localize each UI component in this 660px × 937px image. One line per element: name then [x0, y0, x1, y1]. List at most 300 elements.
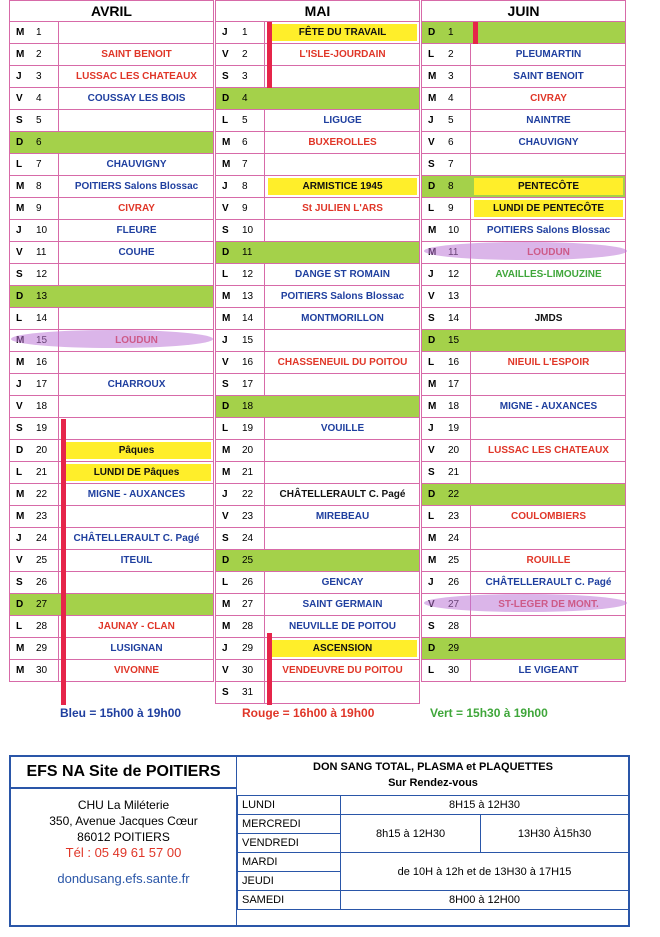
- weekday-letter: D: [16, 137, 24, 148]
- event-location: MIREBEAU: [315, 511, 370, 522]
- event-location: VOUILLE: [320, 423, 365, 434]
- weekday-letter: L: [222, 423, 229, 434]
- calendar-row: [215, 638, 420, 660]
- event-location: [474, 618, 623, 635]
- site-address-line2: 350, Avenue Jacques Cœur: [49, 814, 198, 828]
- calendar-row: [215, 110, 420, 132]
- weekday-letter: D: [222, 93, 230, 104]
- calendar-row: [9, 528, 214, 550]
- calendar-row: [9, 132, 214, 154]
- day-number: 20: [448, 445, 460, 456]
- month-header: MAI: [215, 0, 420, 22]
- day-number: 27: [36, 599, 48, 610]
- event-location: NIEUIL L'ESPOIR: [507, 357, 590, 368]
- schedule-subheading: Sur Rendez-vous: [388, 777, 478, 789]
- calendar-row: [421, 638, 626, 660]
- event-location: St JULIEN L'ARS: [302, 203, 383, 214]
- calendar-row: [421, 550, 626, 572]
- calendar-row: [421, 440, 626, 462]
- weekday-letter: S: [222, 687, 229, 698]
- day-jeudi: JEUDI: [238, 872, 341, 891]
- event-location: [62, 112, 211, 129]
- weekday-letter: M: [16, 49, 25, 60]
- weekday-letter: V: [428, 137, 435, 148]
- schedule-table: [237, 795, 629, 910]
- table-row: [238, 853, 629, 872]
- day-number: 11: [36, 247, 47, 258]
- day-number: 8: [36, 181, 42, 192]
- weekday-letter: S: [222, 533, 229, 544]
- weekday-letter: V: [222, 203, 229, 214]
- weekday-letter: D: [428, 489, 436, 500]
- weekday-letter: J: [16, 379, 22, 390]
- calendar-row: [421, 660, 626, 682]
- calendar-row: [215, 418, 420, 440]
- calendar-row: [215, 396, 420, 418]
- weekday-letter: M: [222, 313, 231, 324]
- weekday-letter: D: [16, 445, 24, 456]
- calendar-row: [9, 44, 214, 66]
- calendar-row: [9, 198, 214, 220]
- day-number: 3: [448, 71, 454, 82]
- day-number: 28: [36, 621, 48, 632]
- weekday-letter: M: [16, 27, 25, 38]
- calendar-row: [421, 506, 626, 528]
- day-number: 10: [36, 225, 48, 236]
- event-location: POITIERS Salons Blossac: [486, 225, 611, 236]
- calendar-row: [9, 66, 214, 88]
- day-number: 1: [36, 27, 42, 38]
- event-location: JAUNAY - CLAN: [98, 621, 175, 632]
- day-number: 2: [242, 49, 248, 60]
- calendar-row: [215, 506, 420, 528]
- calendar-row: [421, 220, 626, 242]
- event-location: [474, 640, 623, 657]
- weekday-letter: J: [428, 423, 434, 434]
- weekday-letter: S: [222, 225, 229, 236]
- day-number: 21: [36, 467, 48, 478]
- calendar-row: [215, 264, 420, 286]
- event-location: [268, 376, 417, 393]
- weekday-letter: M: [428, 555, 437, 566]
- hours-samedi: 8H00 à 12H00: [341, 891, 629, 910]
- calendar-row: [215, 44, 420, 66]
- weekday-letter: J: [428, 577, 434, 588]
- weekday-letter: J: [428, 269, 434, 280]
- day-number: 12: [448, 269, 460, 280]
- event-location: LUSIGNAN: [110, 643, 163, 654]
- day-number: 30: [242, 665, 254, 676]
- weekday-letter: L: [16, 467, 23, 478]
- day-number: 14: [242, 313, 254, 324]
- day-number: 18: [36, 401, 48, 412]
- day-number: 16: [36, 357, 48, 368]
- weekday-letter: L: [16, 159, 23, 170]
- event-location: CIVRAY: [530, 93, 567, 104]
- day-number: 19: [242, 423, 254, 434]
- weekday-letter: J: [428, 115, 434, 126]
- calendar-row: [421, 286, 626, 308]
- weekday-letter: S: [222, 71, 229, 82]
- event-location: NEUVILLE DE POITOU: [288, 621, 397, 632]
- day-number: 3: [242, 71, 248, 82]
- day-number: 23: [448, 511, 460, 522]
- table-row: [238, 891, 629, 910]
- calendar-row: [9, 506, 214, 528]
- day-number: 24: [448, 533, 460, 544]
- calendar-row: [9, 154, 214, 176]
- weekday-letter: J: [222, 643, 228, 654]
- site-website-link[interactable]: dondusang.efs.sante.fr: [57, 871, 190, 886]
- event-location: POITIERS Salons Blossac: [74, 181, 199, 192]
- weekday-letter: L: [428, 511, 435, 522]
- legend-green: Vert = 15h30 à 19h00: [430, 706, 548, 720]
- day-number: 17: [242, 379, 254, 390]
- calendar-row: [9, 594, 214, 616]
- day-number: 13: [448, 291, 460, 302]
- weekday-letter: D: [222, 247, 230, 258]
- day-number: 7: [242, 159, 248, 170]
- weekday-letter: S: [428, 621, 435, 632]
- calendar-row: [421, 396, 626, 418]
- day-number: 14: [36, 313, 48, 324]
- day-number: 29: [36, 643, 48, 654]
- event-location: [62, 596, 211, 613]
- weekday-letter: M: [428, 93, 437, 104]
- calendar-row: [421, 66, 626, 88]
- calendar-row: [215, 660, 420, 682]
- day-number: 5: [36, 115, 42, 126]
- event-location: ROUILLE: [526, 555, 571, 566]
- weekday-letter: S: [16, 269, 23, 280]
- day-number: 1: [242, 27, 248, 38]
- day-number: 22: [448, 489, 460, 500]
- weekday-letter: V: [222, 49, 229, 60]
- calendar-row: [421, 418, 626, 440]
- event-location: [62, 24, 211, 41]
- event-location: [62, 266, 211, 283]
- day-number: 4: [448, 93, 454, 104]
- day-number: 7: [36, 159, 42, 170]
- month-column-juin: [421, 0, 626, 682]
- weekday-letter: L: [16, 313, 23, 324]
- weekday-letter: S: [428, 159, 435, 170]
- hours-lundi: 8H15 à 12H30: [341, 796, 629, 815]
- event-location: SAINT BENOIT: [513, 71, 584, 82]
- calendar-row: [9, 396, 214, 418]
- calendar-row: [9, 660, 214, 682]
- weekday-letter: M: [428, 225, 437, 236]
- weekday-letter: V: [16, 555, 23, 566]
- weekday-letter: V: [16, 401, 23, 412]
- calendar-row: [9, 22, 214, 44]
- weekday-letter: J: [16, 533, 22, 544]
- calendar-row: [215, 440, 420, 462]
- day-number: 30: [448, 665, 460, 676]
- day-number: 16: [242, 357, 254, 368]
- day-number: 2: [448, 49, 454, 60]
- weekday-letter: S: [222, 379, 229, 390]
- hours-mardi-jeudi: de 10H à 12h et de 13H30 à 17H15: [341, 853, 629, 891]
- event-location: CHASSENEUIL DU POITOU: [277, 357, 408, 368]
- day-number: 23: [36, 511, 48, 522]
- day-number: 3: [36, 71, 42, 82]
- calendar-row: [421, 462, 626, 484]
- event-location: [268, 156, 417, 173]
- day-number: 8: [242, 181, 248, 192]
- event-location: [62, 574, 211, 591]
- calendar-row: [215, 572, 420, 594]
- calendar-row: [215, 198, 420, 220]
- day-number: 29: [242, 643, 254, 654]
- weekday-letter: D: [16, 599, 24, 610]
- weekday-letter: D: [428, 335, 436, 346]
- event-location: [62, 398, 211, 415]
- weekday-letter: V: [428, 445, 435, 456]
- event-location: POITIERS Salons Blossac: [280, 291, 405, 302]
- event-location: LUSSAC LES CHATEAUX: [488, 445, 609, 456]
- event-location: PENTECÔTE: [474, 178, 623, 195]
- event-location: FÊTE DU TRAVAIL: [268, 24, 417, 41]
- table-row: [238, 815, 629, 834]
- day-number: 28: [242, 621, 254, 632]
- event-location: VENDEUVRE DU POITOU: [282, 665, 403, 676]
- day-number: 18: [448, 401, 460, 412]
- event-location: CHÂTELLERAULT C. Pagé: [485, 577, 612, 588]
- calendar-row: [9, 374, 214, 396]
- calendar-row: [215, 352, 420, 374]
- event-location: COULOMBIERS: [511, 511, 586, 522]
- day-number: 26: [242, 577, 254, 588]
- weekday-letter: J: [222, 335, 228, 346]
- event-location: AVAILLES-LIMOUZINE: [495, 269, 602, 280]
- calendar-row: [215, 22, 420, 44]
- calendar-row: [421, 352, 626, 374]
- weekday-letter: D: [428, 181, 436, 192]
- weekday-letter: M: [428, 533, 437, 544]
- event-location: CHÂTELLERAULT C. Pagé: [73, 533, 200, 544]
- calendar-row: [215, 66, 420, 88]
- site-address-line3: 86012 POITIERS: [77, 830, 170, 844]
- weekday-letter: L: [428, 665, 435, 676]
- calendar-row: [421, 154, 626, 176]
- calendar-row: [9, 550, 214, 572]
- calendar-row: [421, 374, 626, 396]
- legend-red: Rouge = 16h00 à 19h00: [242, 706, 375, 720]
- weekday-letter: M: [222, 599, 231, 610]
- calendar-row: [421, 22, 626, 44]
- event-location: [62, 420, 211, 437]
- weekday-letter: M: [222, 159, 231, 170]
- day-number: 9: [242, 203, 248, 214]
- weekday-letter: L: [222, 577, 229, 588]
- event-location: [474, 420, 623, 437]
- calendar-row: [9, 638, 214, 660]
- event-location: DANGE ST ROMAIN: [295, 269, 390, 280]
- calendar-row: [421, 528, 626, 550]
- calendar-row: [9, 418, 214, 440]
- calendar-row: [9, 462, 214, 484]
- day-number: 19: [36, 423, 48, 434]
- site-phone[interactable]: Tél : 05 49 61 57 00: [65, 845, 182, 860]
- event-location: VIVONNE: [113, 665, 159, 676]
- day-number: 22: [242, 489, 254, 500]
- day-number: 12: [242, 269, 254, 280]
- calendar-row: [421, 198, 626, 220]
- calendar-row: [215, 132, 420, 154]
- event-location: [62, 288, 211, 305]
- event-location: MIGNE - AUXANCES: [87, 489, 186, 500]
- schedule-panel: [236, 757, 629, 925]
- event-location: [268, 442, 417, 459]
- month-header: AVRIL: [9, 0, 214, 22]
- event-location: SAINT GERMAIN: [302, 599, 383, 610]
- calendar-row: [215, 176, 420, 198]
- red-marker-bar: [267, 633, 272, 705]
- day-mercredi: MERCREDI: [238, 815, 341, 834]
- weekday-letter: M: [16, 665, 25, 676]
- calendar-row: [421, 616, 626, 638]
- calendar-row: [9, 440, 214, 462]
- weekday-letter: V: [16, 247, 23, 258]
- day-number: 31: [242, 687, 254, 698]
- weekday-letter: M: [222, 467, 231, 478]
- weekday-letter: D: [222, 401, 230, 412]
- weekday-letter: M: [222, 621, 231, 632]
- calendar-row: [215, 462, 420, 484]
- event-location: [62, 354, 211, 371]
- event-location: CHÂTELLERAULT C. Pagé: [279, 489, 406, 500]
- event-location: [268, 332, 417, 349]
- day-number: 10: [448, 225, 460, 236]
- calendar-row: [9, 88, 214, 110]
- weekday-letter: M: [222, 137, 231, 148]
- day-number: 4: [242, 93, 248, 104]
- weekday-letter: D: [16, 291, 24, 302]
- event-location: NAINTRE: [526, 115, 571, 126]
- calendar-row: [215, 242, 420, 264]
- day-number: 25: [448, 555, 460, 566]
- weekday-letter: S: [16, 115, 23, 126]
- weekday-letter: S: [428, 467, 435, 478]
- weekday-letter: J: [222, 489, 228, 500]
- table-row: [238, 796, 629, 815]
- calendar-row: [421, 484, 626, 506]
- day-mardi: MARDI: [238, 853, 341, 872]
- event-location: [474, 24, 623, 41]
- day-number: 7: [448, 159, 454, 170]
- highlight-oval-loudun-avril: [11, 330, 213, 348]
- calendar-row: [421, 44, 626, 66]
- calendar-row: [215, 616, 420, 638]
- event-location: L'ISLE-JOURDAIN: [299, 49, 386, 60]
- day-number: 5: [448, 115, 454, 126]
- weekday-letter: M: [222, 291, 231, 302]
- day-samedi: SAMEDI: [238, 891, 341, 910]
- event-location: LUNDI DE PENTECÔTE: [474, 200, 623, 217]
- calendar-row: [421, 88, 626, 110]
- day-number: 19: [448, 423, 460, 434]
- calendar-row: [9, 572, 214, 594]
- event-location: [474, 156, 623, 173]
- event-location: ITEUIL: [120, 555, 153, 566]
- day-number: 20: [242, 445, 254, 456]
- red-marker-bar: [61, 419, 66, 705]
- day-number: 12: [36, 269, 48, 280]
- calendar-row: [9, 220, 214, 242]
- event-location: COUHE: [118, 247, 155, 258]
- month-header: JUIN: [421, 0, 626, 22]
- weekday-letter: L: [428, 203, 435, 214]
- weekday-letter: J: [16, 225, 22, 236]
- calendar-row: [9, 264, 214, 286]
- day-number: 27: [242, 599, 254, 610]
- calendar-row: [9, 352, 214, 374]
- day-lundi: LUNDI: [238, 796, 341, 815]
- hours-mv-morning: 8h15 à 12H30: [341, 815, 481, 853]
- event-location: [474, 530, 623, 547]
- legend-blue: Bleu = 15h00 à 19h00: [60, 706, 182, 720]
- calendar-row: [215, 528, 420, 550]
- event-location: Pâques: [62, 442, 211, 459]
- day-number: 15: [448, 335, 460, 346]
- weekday-letter: V: [428, 291, 435, 302]
- weekday-letter: L: [428, 49, 435, 60]
- event-location: LE VIGEANT: [518, 665, 579, 676]
- hours-mv-afternoon: 13H30 À15h30: [481, 815, 629, 853]
- day-number: 30: [36, 665, 48, 676]
- calendar-row: [9, 484, 214, 506]
- day-number: 9: [448, 203, 454, 214]
- day-number: 2: [36, 49, 42, 60]
- event-location: LUNDI DE Pâques: [62, 464, 211, 481]
- calendar-row: [421, 264, 626, 286]
- event-location: ASCENSION: [268, 640, 417, 657]
- weekday-letter: D: [222, 555, 230, 566]
- day-number: 21: [448, 467, 460, 478]
- event-location: CHARROUX: [107, 379, 166, 390]
- day-number: 6: [36, 137, 42, 148]
- event-location: LIGUGE: [323, 115, 362, 126]
- calendar-row: [215, 484, 420, 506]
- weekday-letter: M: [428, 379, 437, 390]
- calendar-row: [215, 682, 420, 704]
- event-location: [474, 288, 623, 305]
- event-location: [268, 530, 417, 547]
- event-location: [268, 222, 417, 239]
- weekday-letter: M: [16, 203, 25, 214]
- weekday-letter: V: [222, 357, 229, 368]
- event-location: GENCAY: [321, 577, 364, 588]
- schedule-heading: DON SANG TOTAL, PLASMA et PLAQUETTES: [313, 761, 553, 773]
- day-number: 23: [242, 511, 254, 522]
- calendar: [9, 0, 630, 705]
- site-info: [11, 757, 236, 925]
- calendar-row: [9, 176, 214, 198]
- day-number: 26: [448, 577, 460, 588]
- event-location: [474, 464, 623, 481]
- event-location: ARMISTICE 1945: [268, 178, 417, 195]
- day-number: 16: [448, 357, 460, 368]
- weekday-letter: M: [428, 71, 437, 82]
- calendar-row: [421, 132, 626, 154]
- event-location: [268, 464, 417, 481]
- day-number: 6: [448, 137, 454, 148]
- day-number: 22: [36, 489, 48, 500]
- weekday-letter: M: [222, 445, 231, 456]
- site-address-line1: CHU La Miléterie: [77, 798, 170, 812]
- weekday-letter: M: [16, 511, 25, 522]
